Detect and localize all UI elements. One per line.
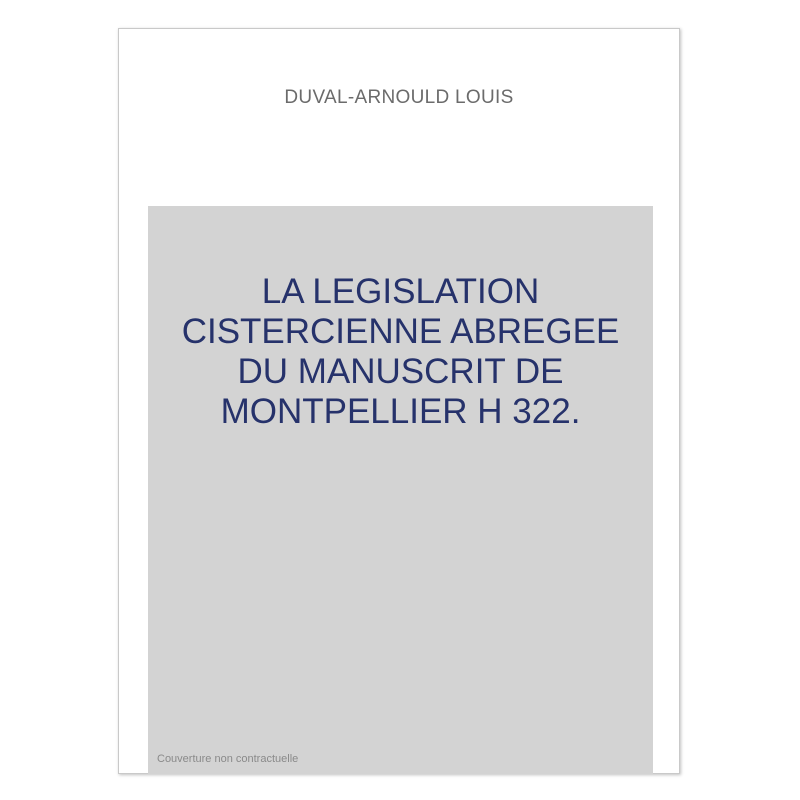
title-line: CISTERCIENNE ABREGEE	[181, 312, 620, 351]
author-name: DUVAL-ARNOULD LOUIS	[284, 87, 514, 108]
title-line: DU MANUSCRIT DE	[237, 352, 564, 391]
book-title	[148, 272, 653, 432]
title-line: MONTPELLIER H 322.	[220, 392, 581, 431]
cover-disclaimer: Couverture non contractuelle	[157, 753, 299, 765]
title-line: LA LEGISLATION	[261, 272, 540, 311]
title-panel	[148, 206, 653, 774]
book-cover	[118, 28, 680, 774]
